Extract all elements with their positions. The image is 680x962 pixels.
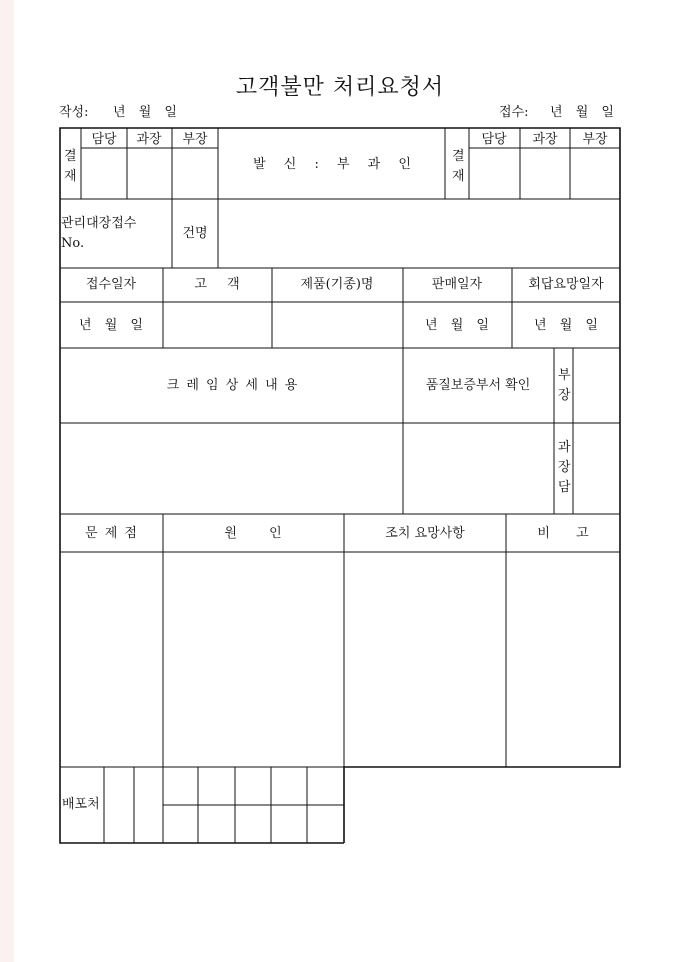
subject-label: 건명 <box>182 226 208 241</box>
approval-left-staff: 담당 <box>91 132 117 147</box>
claim-detail-label: 크 레 임 상 세 내 용 <box>166 378 298 393</box>
approval-right-chief: 과장 <box>532 132 558 147</box>
sale-date-value: 년 월 일 <box>425 318 489 333</box>
written-label: 작성: <box>59 105 89 120</box>
manager-vertical-2: 장 <box>558 388 571 403</box>
header-action: 조치 요망사항 <box>385 526 465 541</box>
chief-vertical-3: 담 <box>558 480 571 495</box>
header-problem: 문 제 점 <box>85 526 137 541</box>
approval-left-manager: 부장 <box>182 132 208 147</box>
received-date: 년 월 일 <box>550 105 614 120</box>
reply-date-value: 년 월 일 <box>534 318 598 333</box>
approval-left-label-1: 결 <box>64 149 77 164</box>
chief-vertical-1: 과 <box>558 440 571 455</box>
approval-right-staff: 담당 <box>481 132 507 147</box>
approval-right-label-1: 결 <box>452 149 465 164</box>
qa-confirm-label: 품질보증부서 확인 <box>425 378 531 393</box>
chief-vertical-2: 장 <box>558 460 571 475</box>
approval-left-chief: 과장 <box>136 132 162 147</box>
header-customer: 고 객 <box>194 277 240 292</box>
management-label: 관리대장접수 <box>61 216 137 231</box>
manager-vertical-1: 부 <box>558 368 571 383</box>
header-cause: 원 인 <box>224 526 282 541</box>
approval-right-label-2: 재 <box>452 169 465 184</box>
management-no: No. <box>61 236 85 251</box>
distribution-label: 배포처 <box>62 797 100 812</box>
header-reply-date: 회답요망일자 <box>528 277 604 292</box>
written-date: 년 월 일 <box>113 105 177 120</box>
header-sale-date: 판매일자 <box>431 277 483 292</box>
receipt-date-value: 년 월 일 <box>79 318 143 333</box>
approval-left-label-2: 재 <box>64 169 77 184</box>
header-remark: 비 고 <box>537 526 589 541</box>
received-label: 접수: <box>499 105 529 120</box>
form-title: 고객불만 처리요청서 <box>235 75 445 100</box>
header-receipt-date: 접수일자 <box>85 277 137 292</box>
approval-right-manager: 부장 <box>582 132 608 147</box>
header-product: 제품(기종)명 <box>300 277 374 292</box>
sender-text: 발 신 : 부 과 인 <box>253 157 411 172</box>
